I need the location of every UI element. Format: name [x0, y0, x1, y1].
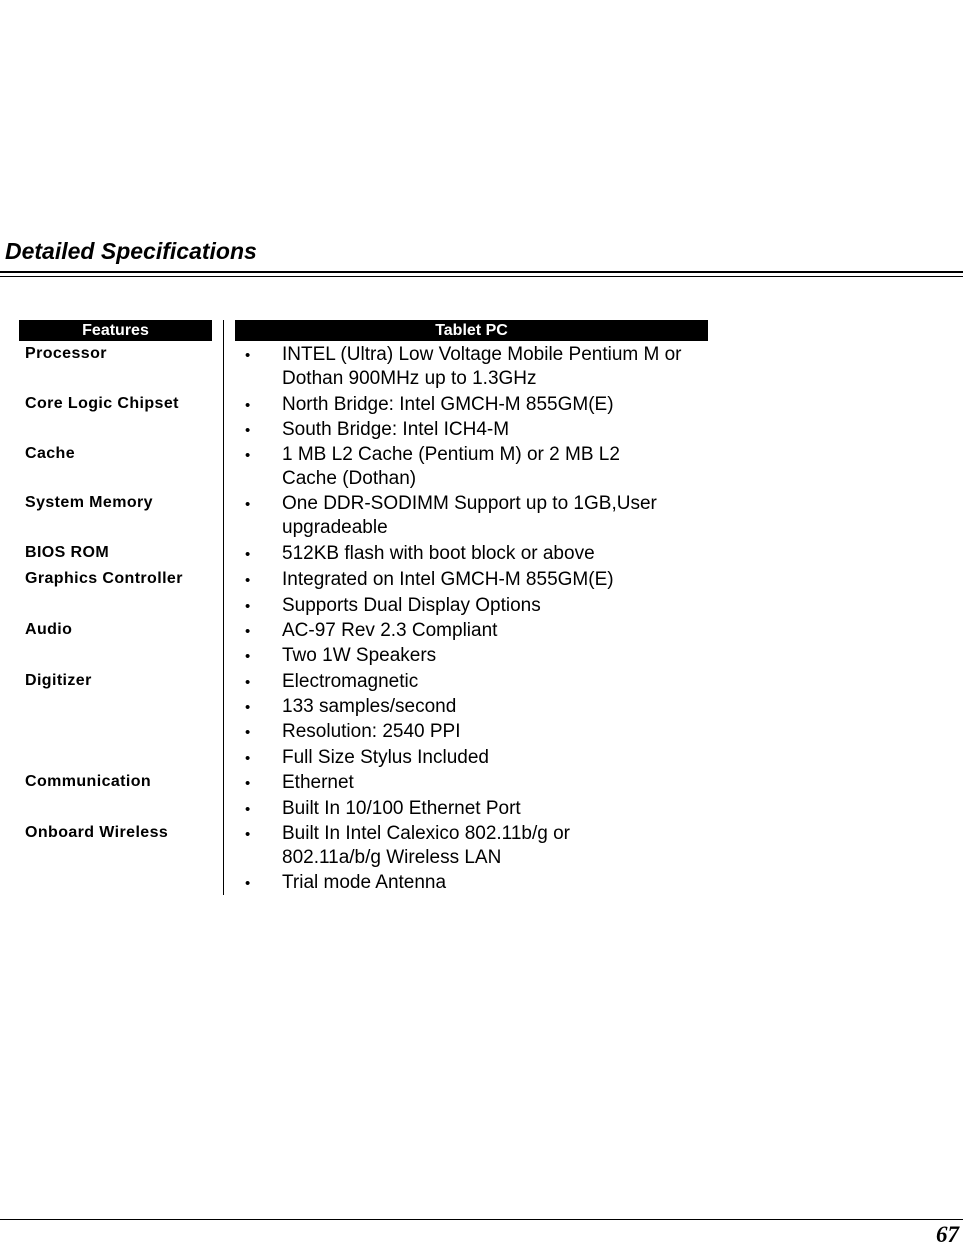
- bullet-marker: •: [245, 572, 251, 589]
- spec-bullet-text: Electromagnetic: [282, 671, 419, 692]
- bullet-marker: •: [245, 775, 251, 792]
- bullet-marker: •: [245, 496, 251, 513]
- spec-bullet-text: Two 1W Speakers: [282, 645, 437, 666]
- spec-bullet-text: AC-97 Rev 2.3 Compliant: [282, 620, 498, 641]
- bullet-marker: •: [245, 801, 251, 818]
- bullet-marker: •: [245, 674, 251, 691]
- feature-label-onboard-wireless: Onboard Wireless: [25, 824, 169, 841]
- spec-bullet-text: Full Size Stylus Included: [282, 747, 489, 768]
- spec-bullet-text: Ethernet: [282, 772, 354, 793]
- column-header-tablet-pc: Tablet PC: [235, 320, 708, 341]
- bullet-marker: •: [245, 875, 251, 892]
- page-number: 67: [936, 1222, 959, 1247]
- feature-label-processor: Processor: [25, 345, 107, 362]
- spec-bullet-text: 512KB flash with boot block or above: [282, 543, 595, 564]
- bullet-marker: •: [245, 826, 251, 843]
- feature-label-graphics-controller: Graphics Controller: [25, 570, 183, 587]
- feature-label-system-memory: System Memory: [25, 494, 153, 511]
- spec-bullet-text: Built In 10/100 Ethernet Port: [282, 798, 521, 819]
- bullet-marker: •: [245, 699, 251, 716]
- title-rule-thick: [0, 271, 963, 273]
- bullet-marker: •: [245, 347, 251, 364]
- spec-bullet-text: INTEL (Ultra) Low Voltage Mobile Pentium M or Dothan 900MHz up to 1.3GHz: [282, 344, 682, 389]
- feature-label-communication: Communication: [25, 773, 152, 790]
- spec-bullet-text: Trial mode Antenna: [282, 872, 447, 893]
- bullet-marker: •: [245, 598, 251, 615]
- feature-label-audio: Audio: [25, 621, 73, 638]
- feature-label-core-logic-chipset: Core Logic Chipset: [25, 395, 179, 412]
- spec-bullet-text: Integrated on Intel GMCH-M 855GM(E): [282, 569, 614, 590]
- footer-rule: [0, 1219, 963, 1220]
- bullet-marker: •: [245, 724, 251, 741]
- spec-bullet-text: South Bridge: Intel ICH4-M: [282, 419, 510, 440]
- spec-bullet-text: 1 MB L2 Cache (Pentium M) or 2 MB L2 Cache (Dothan): [282, 444, 620, 489]
- bullet-marker: •: [245, 623, 251, 640]
- bullet-marker: •: [245, 397, 251, 414]
- bullet-marker: •: [245, 422, 251, 439]
- spec-bullet-text: Supports Dual Display Options: [282, 595, 541, 616]
- spec-bullet-text: North Bridge: Intel GMCH-M 855GM(E): [282, 394, 614, 415]
- spec-bullet-text: Resolution: 2540 PPI: [282, 721, 461, 742]
- spec-bullet-text: 133 samples/second: [282, 696, 457, 717]
- bullet-marker: •: [245, 447, 251, 464]
- bullet-marker: •: [245, 750, 251, 767]
- bullet-marker: •: [245, 546, 251, 563]
- column-divider: [223, 320, 224, 895]
- feature-label-digitizer: Digitizer: [25, 672, 92, 689]
- spec-bullet-text: One DDR-SODIMM Support up to 1GB,User upgradeable: [282, 493, 657, 538]
- column-header-features: Features: [19, 320, 212, 341]
- spec-bullet-text: Built In Intel Calexico 802.11b/g or 802.11a/b/g Wireless LAN: [282, 823, 570, 868]
- title-rule-thin: [0, 276, 963, 277]
- page-title: Detailed Specifications: [5, 238, 257, 264]
- bullet-marker: •: [245, 648, 251, 665]
- feature-label-bios-rom: BIOS ROM: [25, 544, 110, 561]
- feature-label-cache: Cache: [25, 445, 76, 462]
